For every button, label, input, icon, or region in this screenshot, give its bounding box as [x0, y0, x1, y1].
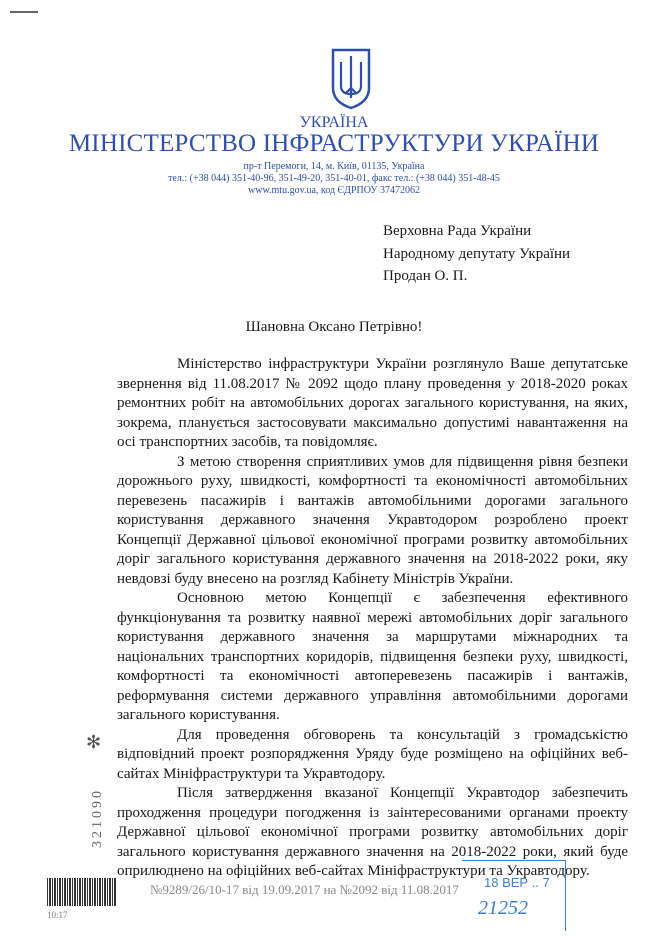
registration-stamp	[462, 860, 566, 931]
greeting: Шановна Оксано Петрівно!	[245, 319, 423, 335]
recipient-line: Верховна Рада України	[383, 223, 532, 239]
coat-of-arms-icon	[331, 48, 371, 110]
stamp-number: 21252	[478, 897, 528, 919]
recipient-line: Продан О. П.	[383, 268, 468, 284]
letterhead-address: пр-т Перемоги, 14, м. Київ, 01135, Україна	[243, 161, 425, 172]
asterisk-mark-icon: ✻	[86, 732, 102, 752]
letterhead-ministry: МІНІСТЕРСТВО ІНФРАСТРУКТУРИ УКРАЇНИ	[68, 130, 600, 157]
scan-mark	[10, 11, 38, 13]
paragraph: Для проведення обговорень та консультацій з громадськістю відповідний проект розпорядження Уряду буде розміщено на офіційних веб-сайтах Мініфраструктури та Укравтодору.	[117, 726, 628, 782]
paragraph: З метою створення сприятливих умов для підвищення рівня безпеки дорожнього руху, швидкості, комфортності та економічності автомобільних перевезень пасажирів і вантажів автомобільними дорогами загального користування державного значення Укравтодором розроблено проект Концепції Державної цільової економічної програми розвитку автомобільних доріг загального користування державного значення на 2018-2022 роки, яку невдовзі буду внесено на розгляд Кабінету Міністрів України.	[117, 453, 628, 587]
paragraph: Міністерство інфраструктури України розглянуло Ваше депутатське звернення від 11.08.2017 № 2092 щодо плану проведення у 2018-2020 роках ремонтних робіт на автомобільних дорогах загального користування, на яких, зокрема, планується застосовувати максимально допустимі навантаження на осі транспортних засобів, та повідомляє.	[117, 356, 628, 450]
barcode	[47, 878, 117, 906]
paragraph: Після затвердження вказаної Концепції Укравтодор забезпечить проходження процедури погодження із заінтересованими органами проекту Державної цільової економічної програми розвитку автомобільних доріг загального користування державного значення на 2018-2022 роки, який буде оприлюднено на офіційних веб-сайтах Мініфраструктури та Укравтодору.	[117, 785, 628, 879]
scan-time: 10:17	[47, 910, 68, 920]
side-registration-number: 321090	[90, 788, 105, 848]
outgoing-reference: №9289/26/10-17 від 19.09.2017 на №2092 від 11.08.2017	[150, 882, 459, 897]
stamp-date: 18 ВЕР .. 7	[484, 875, 550, 890]
letter-body	[117, 355, 628, 882]
letterhead-country: УКРАЇНА	[299, 114, 369, 131]
recipient-line: Народному депутату України	[383, 245, 571, 262]
letterhead-web: www.mtu.gov.ua, код ЄДРПОУ 37472062	[248, 185, 420, 196]
recipient-block	[383, 220, 570, 288]
paragraph: Основною метою Концепції є забезпечення ефективного функціонування та розвитку наявної мережі автомобільних доріг загального користування державного значення за маршрутами міжнародних та національних транспортних коридорів, підвищення безпеки руху, швидкості, комфортності та економічності автоперевезень пасажирів і вантажів, реформування системи державного управління автомобільними дорогами загального користування.	[117, 590, 628, 723]
letterhead-phones: тел.: (+38 044) 351-40-96, 351-49-20, 351-40-01, факс тел.: (+38 044) 351-48-45	[168, 173, 500, 184]
